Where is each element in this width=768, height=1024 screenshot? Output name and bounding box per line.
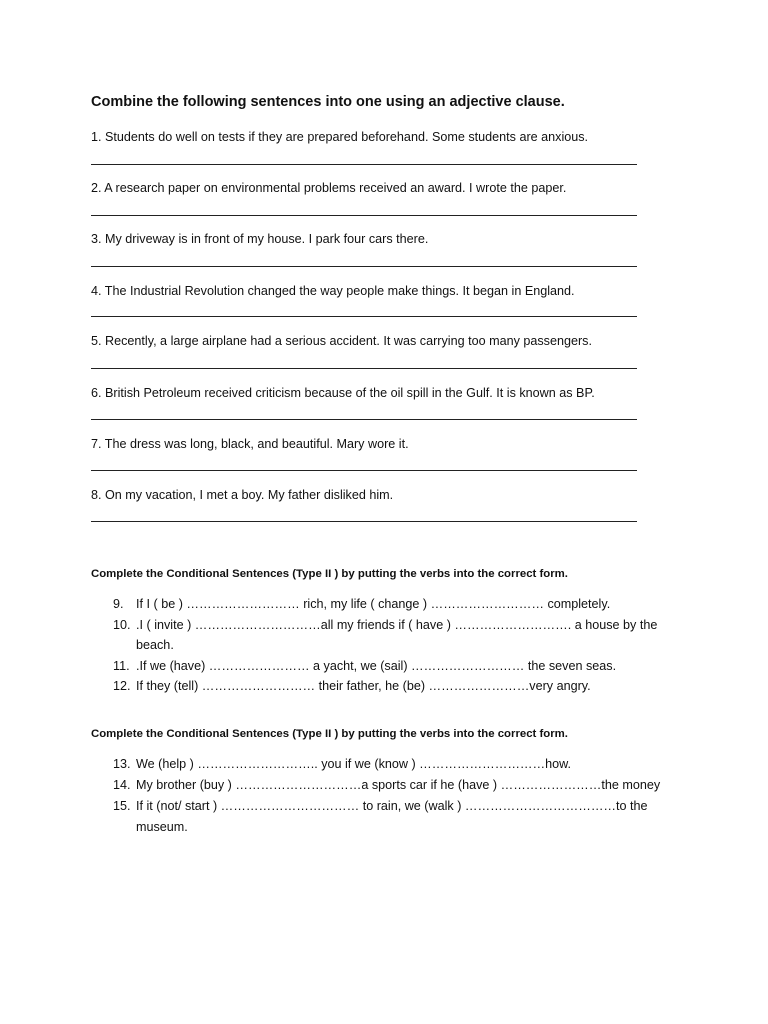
- answer-line-6: [91, 419, 637, 420]
- item-number: 9.: [113, 597, 124, 611]
- answer-line-4: [91, 316, 637, 317]
- question-7: 7. The dress was long, black, and beautiful. Mary wore it.: [91, 437, 409, 451]
- question-6: 6. British Petroleum received criticism because of the oil spill in the Gulf. It is known as BP.: [91, 386, 595, 400]
- question-4: 4. The Industrial Revolution changed the way people make things. It began in England.: [91, 284, 575, 298]
- item-text: We (help ) ……………………….. you if we (know ) …………………………how.: [136, 757, 572, 771]
- item-number: 11.: [113, 659, 130, 673]
- item-number: 15.: [113, 799, 131, 813]
- item-number: 14.: [113, 778, 131, 792]
- question-2: 2. A research paper on environmental problems received an award. I wrote the paper.: [91, 181, 567, 195]
- item-number: 12.: [113, 679, 131, 693]
- answer-line-1: [91, 164, 637, 165]
- answer-line-5: [91, 368, 637, 369]
- item-text: If I ( be ) ……………………… rich, my life ( change ) ……………………… completely.: [136, 597, 611, 611]
- item-text: .If we (have) …………………… a yacht, we (sail) ……………………… the seven seas.: [136, 659, 617, 673]
- item-number: 13.: [113, 757, 131, 771]
- item-text: If it (not/ start ) …………………………… to rain, we (walk ) ………………………………to the: [136, 799, 648, 813]
- conditional-heading-2: Complete the Conditional Sentences (Type II ) by putting the verbs into the correct form.: [91, 728, 568, 740]
- question-5: 5. Recently, a large airplane had a serious accident. It was carrying too many passengers.: [91, 334, 592, 348]
- answer-line-2: [91, 215, 637, 216]
- answer-line-8: [91, 521, 637, 522]
- item-text: museum.: [136, 820, 188, 834]
- answer-line-7: [91, 470, 637, 471]
- item-text: If they (tell) ……………………… their father, he (be) ……………………very angry.: [136, 679, 591, 693]
- conditional-heading-1: Complete the Conditional Sentences (Type II ) by putting the verbs into the correct form.: [91, 568, 568, 580]
- item-text: beach.: [136, 638, 174, 652]
- question-1: 1. Students do well on tests if they are prepared beforehand. Some students are anxious.: [91, 130, 589, 144]
- question-8: 8. On my vacation, I met a boy. My father disliked him.: [91, 488, 394, 502]
- item-text: .I ( invite ) …………………………all my friends if ( have ) ………………………. a house by the: [136, 618, 658, 632]
- worksheet-title: Combine the following sentences into one using an adjective clause.: [91, 94, 565, 110]
- answer-line-3: [91, 266, 637, 267]
- question-3: 3. My driveway is in front of my house. I park four cars there.: [91, 232, 429, 246]
- item-text: My brother (buy ) …………………………a sports car if he (have ) ……………………the money: [136, 778, 661, 792]
- item-number: 10.: [113, 618, 131, 632]
